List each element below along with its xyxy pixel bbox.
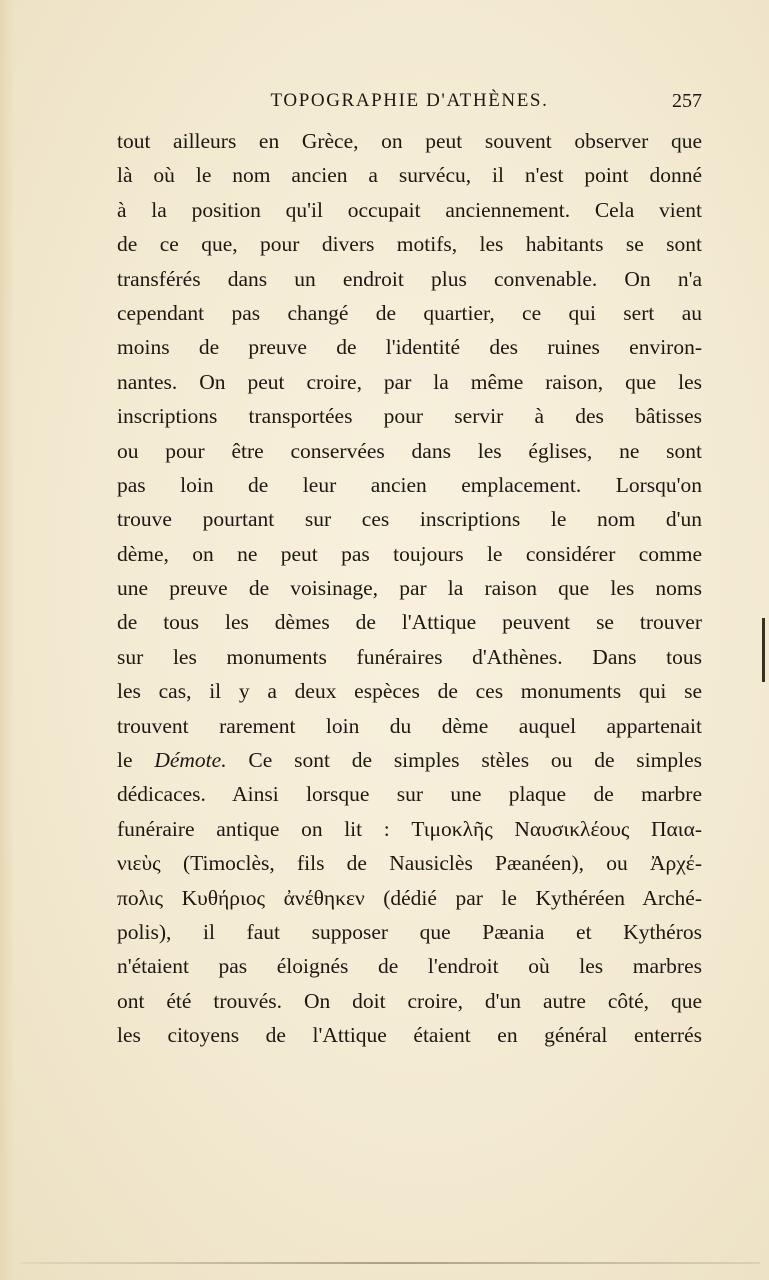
page-bottom-edge	[20, 1262, 760, 1264]
page-gutter-shadow	[0, 0, 14, 1280]
text-line: cependant pas changé de quartier, ce qui sert au	[117, 300, 702, 325]
page-number: 257	[672, 90, 702, 112]
text-line: n'étaient pas éloignés de l'endroit où les marbres	[117, 954, 702, 979]
text-line: les cas, il y a deux espèces de ces monuments qui se	[117, 679, 702, 704]
text-line: là où le nom ancien a survécu, il n'est point donné	[117, 163, 702, 188]
page-header	[117, 88, 702, 118]
text-line: à la position qu'il occupait anciennement. Cela vient	[117, 197, 702, 222]
running-head: TOPOGRAPHIE D'ATHÈNES.	[270, 90, 549, 111]
text-line: dème, on ne peut pas toujours le considérer comme	[117, 541, 702, 566]
text-line: de tous les dèmes de l'Attique peuvent se trouver	[117, 610, 702, 635]
text-line: ont été trouvés. On doit croire, d'un autre côté, que	[117, 988, 702, 1013]
margin-mark	[762, 618, 765, 682]
text-line: ou pour être conservées dans les églises, ne sont	[117, 438, 702, 463]
text-line: une preuve de voisinage, par la raison que les noms	[117, 576, 702, 601]
text-line: transférés dans un endroit plus convenable. On n'a	[117, 266, 702, 291]
text-line: de ce que, pour divers motifs, les habitants se sont	[117, 232, 702, 257]
body-text	[117, 124, 702, 1053]
text-segment: le	[117, 748, 155, 773]
text-line: trouvent rarement loin du dème auquel appartenait	[117, 713, 702, 738]
text-line: les citoyens de l'Attique étaient en général enterrés	[117, 1023, 702, 1048]
text-line: trouve pourtant sur ces inscriptions le nom d'un	[117, 507, 702, 532]
text-segment: Ce sont de simples stèles ou de simples	[226, 748, 702, 773]
text-line: νιεὺς (Timoclès, fils de Nausiclès Pæanéen), ou Ἀρχέ-	[117, 851, 702, 876]
text-line-demote	[117, 743, 702, 777]
text-line: inscriptions transportées pour servir à des bâtisses	[117, 404, 702, 429]
text-line: πολις Κυθήριος ἀνέθηκεν (dédié par le Kythéréen Arché-	[117, 885, 702, 910]
text-line: sur les monuments funéraires d'Athènes. Dans tous	[117, 644, 702, 669]
text-line: polis), il faut supposer que Pæania et Kythéros	[117, 919, 702, 944]
text-line: moins de preuve de l'identité des ruines environ-	[117, 335, 702, 360]
text-line: nantes. On peut croire, par la même raison, que les	[117, 369, 702, 394]
demote-italic: Démote.	[154, 748, 227, 773]
text-line: dédicaces. Ainsi lorsque sur une plaque de marbre	[117, 782, 702, 807]
text-line: tout ailleurs en Grèce, on peut souvent observer que	[117, 129, 702, 153]
text-line: pas loin de leur ancien emplacement. Lorsqu'on	[117, 472, 702, 497]
text-line: funéraire antique on lit : Τιμοκλῆς Ναυσικλέους Παια-	[117, 816, 702, 841]
